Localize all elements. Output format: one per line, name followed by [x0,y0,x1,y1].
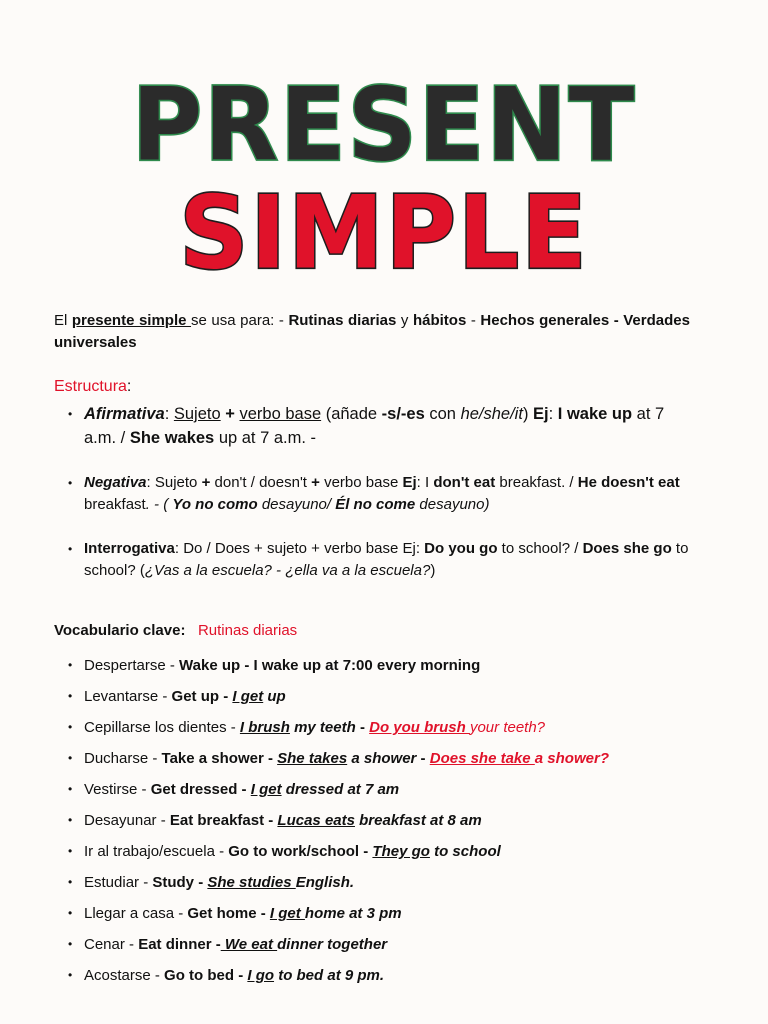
vocab-en: Wake up - I wake up at 7:00 every morning [179,657,481,674]
vocab-example: She takes [277,750,348,767]
vocab-question: Do you brush [369,719,470,736]
intro-bold: Rutinas diarias [288,312,397,329]
text: He doesn't eat [577,474,680,491]
document-body [54,310,690,991]
text: Ej [533,405,549,423]
vocab-label: Vocabulario clave: [54,622,186,639]
vocab-example-rest: to school [429,843,501,860]
intro-bold: Hechos generales - Verdades universales [54,312,690,351]
vocab-en: Study - [152,874,208,891]
vocab-example: I brush [239,719,290,736]
vocab-example: We eat [220,936,278,953]
text: . - ( [145,496,173,513]
vocab-en: Get dressed - [150,781,251,798]
text: desayuno/ [257,496,336,513]
text: + [311,474,320,491]
list-item [84,712,690,743]
text: Ej [402,474,417,491]
text: : [164,405,174,423]
vocab-example: Lucas eats [277,812,355,829]
vocab-es: Llegar a casa - [84,905,188,922]
list-item [84,650,690,681]
text: don't / doesn't [210,474,312,491]
estructura-heading [54,376,690,398]
text: + [220,405,240,423]
vocab-es: Estudiar - [84,874,153,891]
list-item-negativa [84,472,690,516]
vocab-en: Eat dinner - [138,936,221,953]
vocab-en: Go to bed - [164,967,248,984]
text: ) [522,405,534,423]
vocab-en: Eat breakfast - [169,812,278,829]
text: don't eat [433,474,496,491]
vocab-es: Cenar - [84,936,139,953]
estructura-label: Estructura [54,378,127,395]
text: he/she/it [460,405,523,423]
text: breakfast. / [495,474,578,491]
text: breakfast [84,496,146,513]
vocab-example-rest: breakfast at 8 am [354,812,482,829]
text: to school? / [497,540,583,557]
intro-text: y [396,312,413,329]
vocab-es: Ir al trabajo/escuela - [84,843,229,860]
list-item [84,898,690,929]
vocab-list [54,650,690,991]
vocab-es: Despertarse - [84,657,180,674]
vocab-example-rest: dressed at 7 am [281,781,400,798]
text: desayuno) [415,496,490,513]
interrogativa-label: Interrogativa [84,540,175,557]
vocab-en: Take a shower - [161,750,278,767]
text: at 7 a.m. / [84,405,665,447]
intro-bold: hábitos [412,312,467,329]
intro-text: - [466,312,481,329]
vocab-dash: - [355,719,370,736]
text: : Do / Does + sujeto + verbo base Ej: [174,540,425,557]
vocab-example-rest: my teeth [289,719,356,736]
vocab-example-rest: a shower [347,750,417,767]
vocab-example: She studies [207,874,296,891]
text: ) [430,562,436,579]
list-item [84,836,690,867]
intro-term: presente simple [71,312,192,329]
title-present: PRESENT [131,66,637,184]
vocab-es: Levantarse - [84,688,172,705]
list-item [84,681,690,712]
text: Yo no como [172,496,258,513]
text: Él no come [335,496,416,513]
list-item [84,960,690,991]
text: Sujeto [173,405,221,423]
text: verbo base [239,405,322,423]
vocab-question-rest: a shower? [534,750,609,767]
vocab-example: I get [250,781,282,798]
list-item [84,929,690,960]
vocab-example-rest: up [263,688,286,705]
text: I wake up [557,405,633,423]
vocab-topic: Rutinas diarias [197,622,298,639]
structure-list [54,402,690,582]
list-item [84,867,690,898]
text: con [424,405,461,423]
list-item [84,743,690,774]
title-simple: SIMPLE [179,174,589,292]
vocab-question: Does she take [429,750,535,767]
list-item [84,805,690,836]
vocab-heading [54,620,690,642]
list-item [84,774,690,805]
vocab-es: Cepillarse los dientes - [84,719,240,736]
list-item-interrogativa [84,538,690,582]
text: ¿Vas a la escuela? - ¿ella va a la escuela? [144,562,431,579]
vocab-es: Vestirse - [84,781,151,798]
text: to school? ( [84,540,689,579]
vocab-example: I get [232,688,264,705]
negativa-label: Negativa [84,474,147,491]
text: : [548,405,558,423]
intro-paragraph [54,310,690,354]
vocab-example: I get [269,905,305,922]
list-item-afirmativa [84,402,690,450]
vocab-example-rest: home at 3 pm [304,905,402,922]
vocab-example: I go [247,967,275,984]
text: : Sujeto [146,474,202,491]
vocab-es: Desayunar - [84,812,170,829]
afirmativa-label: Afirmativa [84,405,165,423]
vocab-dash: - [416,750,430,767]
text: + [201,474,211,491]
intro-text: El [54,312,72,329]
text: (añade [321,405,382,423]
vocab-example-rest: dinner together [277,936,388,953]
text: She wakes [129,429,215,447]
text: : I [416,474,434,491]
vocab-question-rest: your teeth? [469,719,546,736]
vocab-en: Get home - [187,905,270,922]
text: Does she go [582,540,672,557]
vocab-en: Go to work/school - [228,843,373,860]
text: -s/-es [381,405,425,423]
vocab-example-rest: to bed at 9 pm. [274,967,385,984]
vocab-example: They go [372,843,430,860]
text: verbo base [319,474,403,491]
vocab-example-rest: English. [295,874,355,891]
text: up at 7 a.m. - [214,429,317,447]
text: Do you go [424,540,498,557]
vocab-es: Acostarse - [84,967,165,984]
vocab-es: Ducharse - [84,750,162,767]
intro-text: se usa para: - [191,312,289,329]
estructura-colon: : [126,378,132,395]
vocab-en: Get up - [171,688,233,705]
